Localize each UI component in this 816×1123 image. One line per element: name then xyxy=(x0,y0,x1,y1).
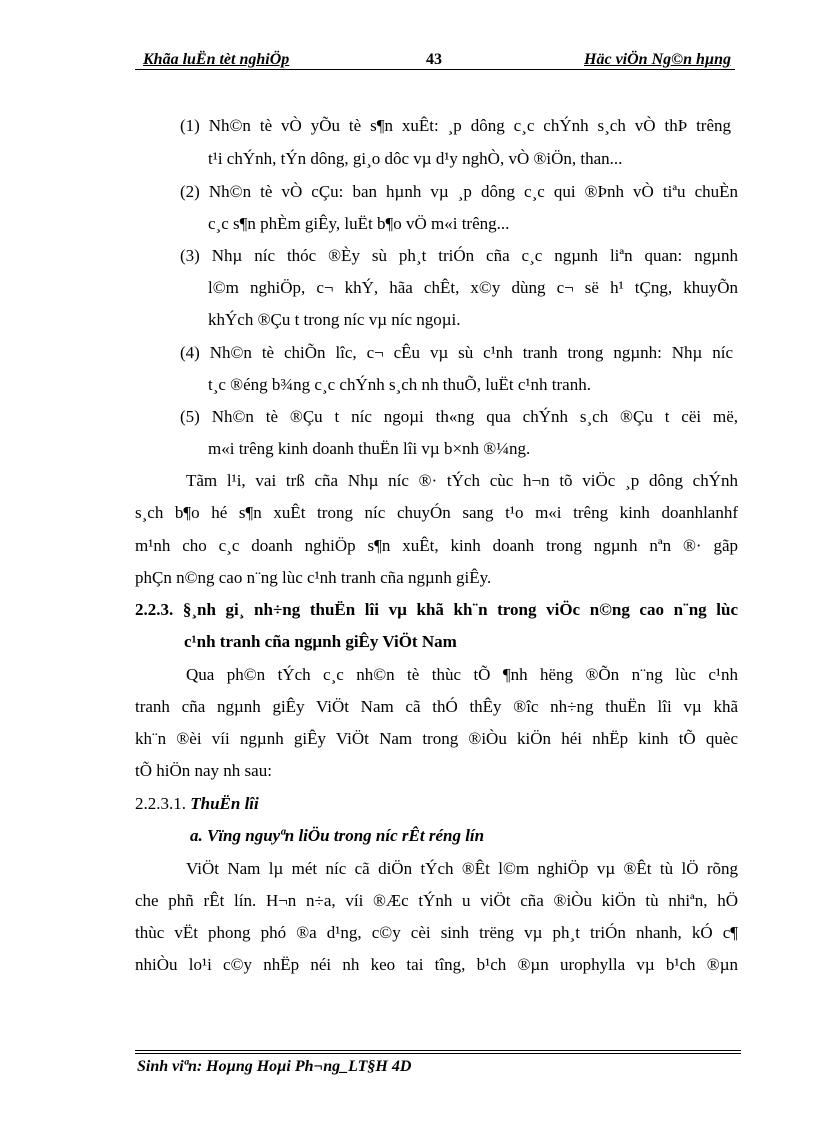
list-item-3-cont-1: l©m nghiÖp, c¬ khÝ, hãa chÊt, x©y dùng c¬ së h¹ tÇng, khuyÕn xyxy=(208,278,738,297)
subsection-title: ThuËn lîi xyxy=(190,794,259,813)
header-rule xyxy=(135,69,735,70)
subsection-number: 2.2.3.1. xyxy=(135,794,186,813)
section-heading-2-2-3: 2.2.3. §¸nh gi¸ nh÷ng thuËn lîi vµ khã kh¨n trong viÖc n©ng cao n¨ng lùc xyxy=(135,600,738,619)
footer-rule-bottom xyxy=(135,1053,741,1054)
body-para-line-4: nhiÒu lo¹i c©y nhËp néi nh keo tai tîng, b¹ch ®µn urophylla vµ b¹ch ®µn xyxy=(135,955,738,974)
analysis-para-line-3: kh¨n ®èi víi ngµnh giÊy ViÖt Nam trong ®iÒu kiÖn héi nhËp kinh tÕ quèc xyxy=(135,729,738,748)
list-item-2-cont: c¸c s¶n phÈm giÊy, luËt b¶o vÖ m«i trêng... xyxy=(208,214,510,233)
footer-student-name: Sinh viªn: Hoµng Hoµi Ph¬ng_LT§H 4D xyxy=(137,1058,412,1075)
body-para-line-1: ViÖt Nam lµ mét níc cã diÖn tÝch ®Êt l©m nghiÖp vµ ®Êt tù lÖ rõng xyxy=(186,859,738,878)
analysis-para-line-1: Qua ph©n tÝch c¸c nh©n tè thùc tÕ ¶nh hëng ®Õn n¨ng lùc c¹nh xyxy=(186,665,738,684)
summary-para-line-3: m¹nh cho c¸c doanh nghiÖp s¶n xuÊt, kinh doanh trong ngµnh nªn ®· gãp xyxy=(135,536,738,555)
list-item-1-cont: t¹i chÝnh, tÝn dông, gi¸o dôc vµ d¹y nghÒ, vÒ ®iÖn, than... xyxy=(208,149,623,168)
list-item-1: (1) Nh©n tè vÒ yÕu tè s¶n xuÊt: ¸p dông c¸c chÝnh s¸ch vÒ thÞ trêng xyxy=(180,116,731,135)
list-item-4: (4) Nh©n tè chiÕn lîc, c¬ cÊu vµ sù c¹nh tranh trong ngµnh: Nhµ níc xyxy=(180,343,733,362)
body-para-line-3: thùc vËt phong phó ®a d¹ng, c©y cèi sinh trëng vµ ph¸t triÓn nhanh, kÓ c¶ xyxy=(135,923,738,942)
list-item-5: (5) Nh©n tè ®Çu t níc ngoµi th«ng qua chÝnh s¸ch ®Çu t cëi më, xyxy=(180,407,738,426)
summary-para-line-4: phÇn n©ng cao n¨ng lùc c¹nh tranh cña ngµnh giÊy. xyxy=(135,568,492,587)
list-item-5-cont: m«i trêng kinh doanh thuËn lîi vµ b×nh ®¼ng. xyxy=(208,439,531,458)
summary-para-line-2: s¸ch b¶o hé s¶n xuÊt trong níc chuyÓn sang t¹o m«i trêng kinh doanhlanhf xyxy=(135,503,738,522)
list-item-3-cont-2: khÝch ®Çu t trong níc vµ níc ngoµi. xyxy=(208,310,461,329)
summary-para-line-1: Tãm l¹i, vai trß cña Nhµ níc ®· tÝch cùc h¬n tõ viÖc ¸p dông chÝnh xyxy=(186,471,738,490)
footer-rule-top xyxy=(135,1050,741,1051)
list-item-2: (2) Nh©n tè vÒ cÇu: ban hµnh vµ ¸p dông c¸c qui ®Þnh vÒ tiªu chuÈn xyxy=(180,182,738,201)
section-heading-2-2-3-cont: c¹nh tranh cña ngµnh giÊy ViÖt Nam xyxy=(184,632,457,651)
header-page-number: 43 xyxy=(426,51,442,68)
list-item-4-cont: t¸c ®éng b¾ng c¸c chÝnh s¸ch nh thuÕ, luËt c¹nh tranh. xyxy=(208,375,591,394)
body-para-line-2: che phñ rÊt lín. H¬n n÷a, víi ®Æc tÝnh u viÖt cña ®iÒu kiÖn tù nhiªn, hÖ xyxy=(135,891,738,910)
analysis-para-line-4: tÕ hiÖn nay nh sau: xyxy=(135,761,272,780)
header-institution: Häc viÖn Ng©n hµng xyxy=(584,51,731,68)
header-thesis-title: Khãa luËn tèt nghiÖp xyxy=(143,51,290,68)
subsection-heading-2-2-3-1 xyxy=(135,793,259,815)
subsection-heading-a: a. Vïng nguyªn liÖu trong níc rÊt réng lín xyxy=(190,826,485,845)
analysis-para-line-2: tranh cña ngµnh giÊy ViÖt Nam cã thÓ thÊy ®îc nh÷ng thuËn lîi vµ khã xyxy=(135,697,738,716)
page-header xyxy=(135,49,735,71)
list-item-3: (3) Nhµ níc thóc ®Èy sù ph¸t triÓn cña c¸c ngµnh liªn quan: ngµnh xyxy=(180,246,738,265)
